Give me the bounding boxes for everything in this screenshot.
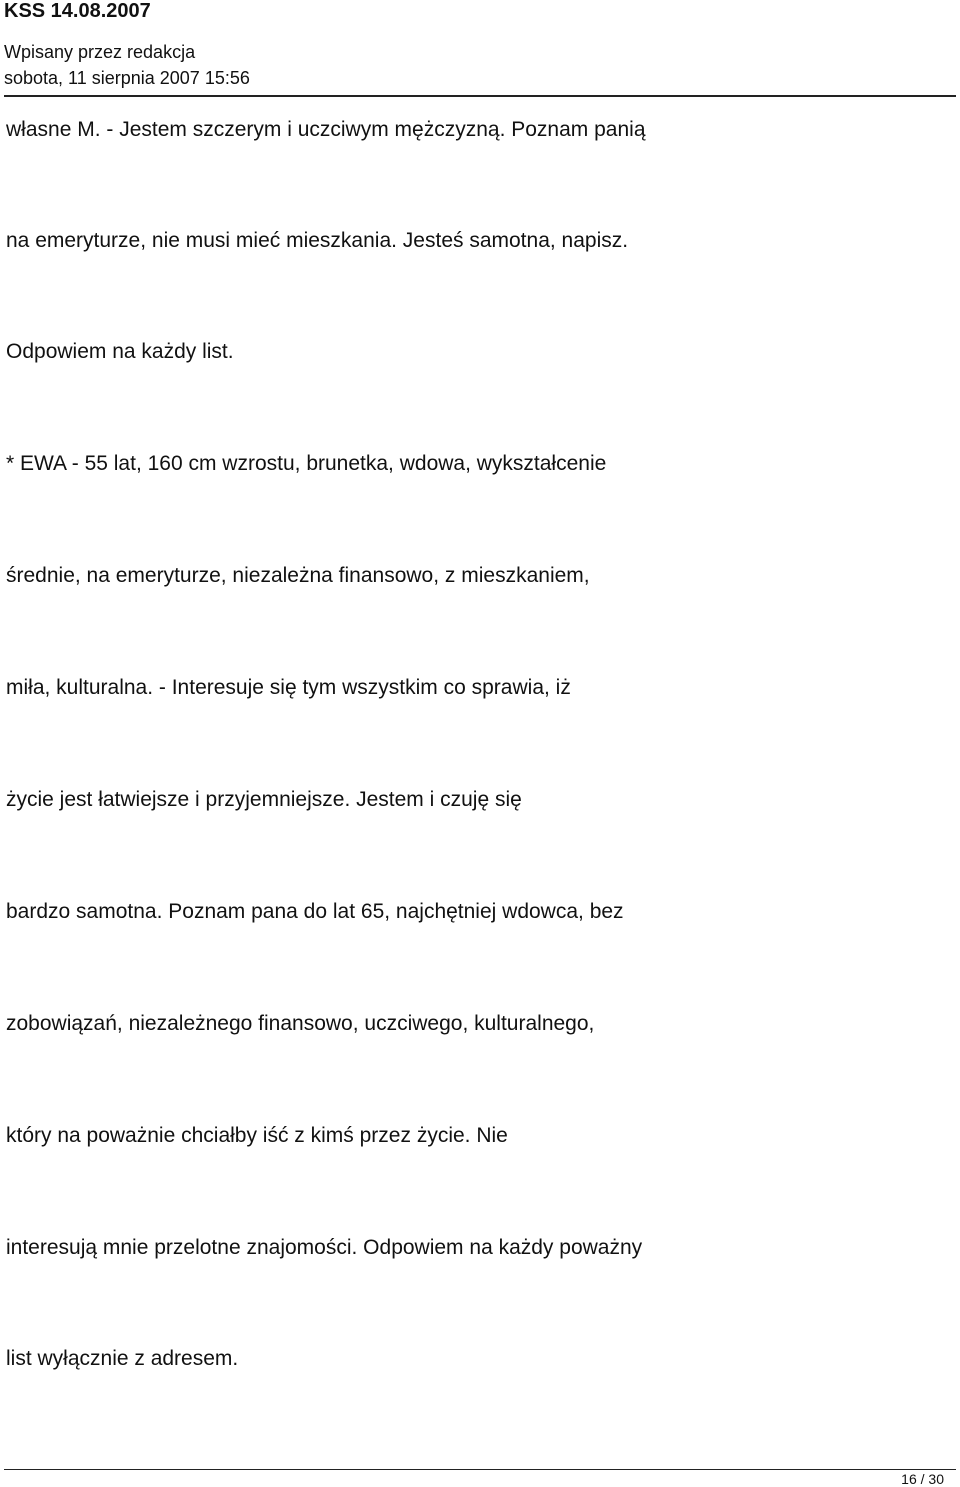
paragraph-line: * EWA - 55 lat, 160 cm wzrostu, brunetka, wdowa, wykształcenie bbox=[6, 452, 607, 475]
paragraph-line: który na poważnie chciałby iść z kimś przez życie. Nie bbox=[6, 1124, 508, 1147]
paragraph-line: własne M. - Jestem szczerym i uczciwym mężczyzną. Poznam panią bbox=[6, 118, 646, 141]
paragraph-line: interesują mnie przelotne znajomości. Odpowiem na każdy poważny bbox=[6, 1236, 643, 1259]
header-divider bbox=[4, 95, 956, 97]
date-line: sobota, 11 sierpnia 2007 15:56 bbox=[4, 68, 250, 88]
page-title: KSS 14.08.2007 bbox=[4, 0, 151, 22]
paragraph-line: życie jest łatwiejsze i przyjemniejsze. Jestem i czuję się bbox=[6, 788, 522, 811]
paragraph-line: zobowiązań, niezależnego finansowo, uczciwego, kulturalnego, bbox=[6, 1012, 595, 1035]
paragraph-line: Odpowiem na każdy list. bbox=[6, 340, 234, 363]
page-number: 16 / 30 bbox=[901, 1471, 944, 1487]
paragraph-line: na emeryturze, nie musi mieć mieszkania. Jesteś samotna, napisz. bbox=[6, 229, 629, 252]
author-line: Wpisany przez redakcja bbox=[4, 42, 196, 62]
paragraph-line: list wyłącznie z adresem. bbox=[6, 1347, 239, 1370]
paragraph-line: miła, kulturalna. - Interesuje się tym wszystkim co sprawia, iż bbox=[6, 676, 571, 699]
paragraph-line: średnie, na emeryturze, niezależna finansowo, z mieszkaniem, bbox=[6, 564, 590, 587]
footer-divider bbox=[4, 1469, 956, 1470]
paragraph-line: bardzo samotna. Poznam pana do lat 65, najchętniej wdowca, bez bbox=[6, 900, 624, 923]
